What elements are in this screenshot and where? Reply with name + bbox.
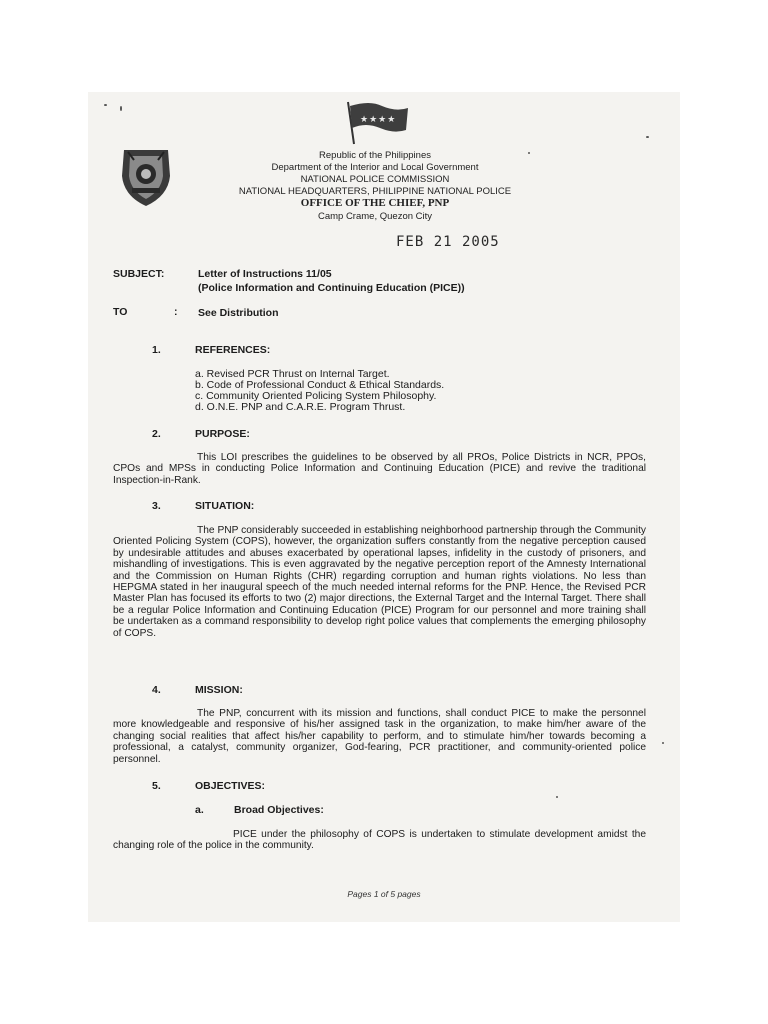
date-stamp: FEB 21 2005 <box>396 234 500 250</box>
header-napolcom: NATIONAL POLICE COMMISSION <box>300 174 450 185</box>
objectives-number: 5. <box>152 780 161 792</box>
header-location: Camp Crame, Quezon City <box>317 211 433 222</box>
to-label: TO <box>113 306 128 318</box>
purpose-text: This LOI prescribes the guidelines to be observed by all PROs, Police Districts in NCR, PPOs, CPOs and MPSs in conducting Police Information and Continuing Education (PICE) and revive the traditional Inspection-in-Rank. <box>113 452 646 486</box>
objectives-title: OBJECTIVES: <box>195 780 266 792</box>
scan-speck <box>662 742 664 744</box>
objectives-sub-letter: a. <box>195 804 204 816</box>
header-office: OFFICE OF THE CHIEF, PNP <box>300 197 450 209</box>
reference-item: c. Community Oriented Policing System Philosophy. <box>195 390 437 402</box>
mission-number: 4. <box>152 684 161 696</box>
header-department: Department of the Interior and Local Government <box>271 162 479 173</box>
scan-speck <box>646 136 649 138</box>
subject-line-2: (Police Information and Continuing Education (PICE)) <box>198 282 465 294</box>
purpose-title: PURPOSE: <box>195 428 250 440</box>
to-value: See Distribution <box>198 307 279 319</box>
objectives-sub-title: Broad Objectives: <box>234 804 324 816</box>
situation-number: 3. <box>152 500 161 512</box>
situation-text: The PNP considerably succeeded in establishing neighborhood partnership through the Community Oriented Policing System (COPS), however, the organization suffers constantly from the negative perception caused by undesirable attitudes and abuses exacerbated by operational lapses, infidelity in the custody of prisoners, and mishandling of investigations. This is even aggravated by the negative perception report of the Amnesty International and the Commission on Human Rights (CHR) regarding corruption and human rights violations. No less than HEPGMA stated in her inaugural speech of the much needed internal reforms for the PNP. Hence, the Revised PCR Master Plan has focused its efforts to two (2) major directions, the External Target and the Internal Target. There shall be a regular Police Information and Continuing Education (PICE) Program for our personnel and more training shall be undertaken as a command responsibility to develop right police values that complements the emerging philosophy of COPS. <box>113 525 646 639</box>
header-republic: Republic of the Philippines <box>319 150 431 161</box>
page-footer: Pages 1 of 5 pages <box>347 889 421 899</box>
scan-speck <box>120 106 122 111</box>
scan-speck <box>556 796 558 798</box>
references-number: 1. <box>152 344 161 356</box>
mission-text: The PNP, concurrent with its mission and functions, shall conduct PICE to make the personnel more knowledgeable and responsive of his/her assigned task in the organization, to make him/her aware of the changing social realities that affect his/her capability to perform, and to stimulate him/her towards becoming a professional, a catalyst, community organizer, God-fearing, PCR practitioner, and community-oriented police personnel. <box>113 708 646 765</box>
reference-item: a. Revised PCR Thrust on Internal Target. <box>195 368 390 380</box>
scan-speck <box>104 104 107 106</box>
subject-label: SUBJECT: <box>113 268 165 280</box>
subject-line-1: Letter of Instructions 11/05 <box>198 268 332 280</box>
pnp-seal-icon <box>118 146 174 208</box>
to-colon: : <box>174 306 178 318</box>
situation-title: SITUATION: <box>195 500 255 512</box>
mission-title: MISSION: <box>195 684 243 696</box>
flag-stars: ★★★★ <box>360 114 397 124</box>
purpose-number: 2. <box>152 428 161 440</box>
references-title: REFERENCES: <box>195 344 271 356</box>
reference-item: d. O.N.E. PNP and C.A.R.E. Program Thrust. <box>195 401 406 413</box>
header-nhq: NATIONAL HEADQUARTERS, PHILIPPINE NATIONAL POLICE <box>238 186 512 197</box>
objectives-text: PICE under the philosophy of COPS is undertaken to stimulate development amidst the changing role of the police in the community. <box>113 829 646 852</box>
reference-item: b. Code of Professional Conduct & Ethical Standards. <box>195 379 445 391</box>
